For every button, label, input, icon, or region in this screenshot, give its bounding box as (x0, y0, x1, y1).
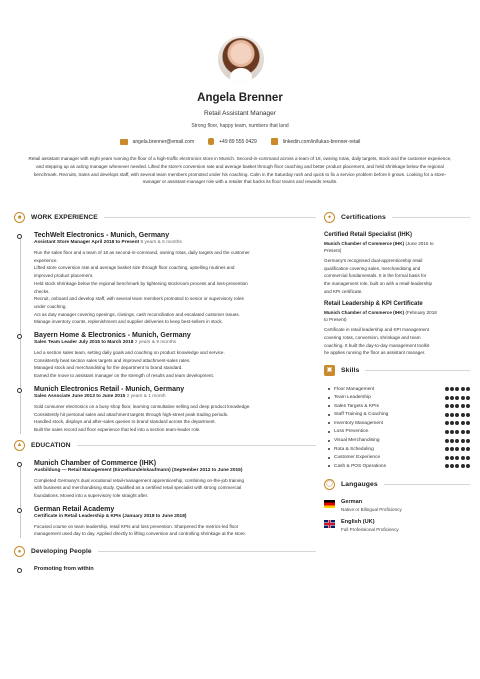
certification-issuer-line (324, 241, 470, 254)
language-text (341, 519, 399, 532)
languages-list (324, 499, 470, 532)
language-level: Native or Bilingual Proficiency (341, 506, 402, 512)
uk-flag-icon (324, 520, 335, 528)
timeline-dot (17, 388, 22, 393)
job-detail-line: Lifted store conversion rate and average basket size through floor coaching, upselling routines and (34, 265, 235, 271)
job-detail-line: Handled stock, displays and after-sales queries to brand standard across the department. (34, 419, 216, 425)
rating-dot (466, 413, 470, 417)
job-duration: 2 years & 9 months (134, 340, 177, 346)
skill-name-text: Cash & POS Operations (334, 463, 386, 469)
timeline-dot (17, 334, 22, 339)
job-detail-line: checks. (34, 288, 50, 294)
bullet-icon (328, 448, 330, 450)
skill-label (328, 447, 374, 452)
job-detail-line: Act as duty manager covering openings, closings, cash reconciliation and escalated customer issues. (34, 311, 240, 317)
skill-item (324, 436, 470, 445)
rating-dot (450, 413, 454, 417)
section-divider (104, 217, 316, 218)
job-detail-line: Built the sales record and floor experience that led into a section team-leader role. (34, 426, 201, 432)
skill-rating (445, 464, 470, 468)
rating-dot (455, 439, 459, 443)
skill-rating (445, 439, 470, 443)
rating-dot (450, 439, 454, 443)
certification-dates: (February 2018 (405, 310, 437, 316)
rating-dot (455, 430, 459, 434)
job-detail-line: Sold consumer electronics on a busy shop floor, learning consultative selling and deep product knowledge. (34, 403, 251, 409)
skill-label (328, 387, 374, 392)
bullet-icon (328, 414, 330, 416)
skill-rating (445, 396, 470, 400)
section-divider (365, 370, 470, 371)
skill-label (328, 395, 371, 400)
certification-title: Retail Leadership & KPI Certificate (324, 301, 423, 308)
skill-label (328, 421, 383, 426)
certification-desc-line: he applies running the floor as assistant manager. (324, 350, 426, 356)
timeline-dot (17, 508, 22, 513)
rating-dot (461, 464, 465, 468)
section-divider (98, 551, 316, 552)
job-detail-line: Led a section sales team, setting daily goals and coaching on product knowledge and service. (34, 350, 225, 356)
contact-email-text: angela.brenner@email.com (132, 138, 195, 145)
graduation-cap-icon: ▲ (14, 440, 25, 451)
rating-dot (455, 447, 459, 451)
skill-item (324, 402, 470, 411)
job-role-line (34, 394, 316, 399)
rating-dot (466, 439, 470, 443)
candidate-tagline: Strong floor, happy team, numbers that land (191, 123, 289, 129)
bullet-icon (328, 405, 330, 407)
education-desc-line: Focused course on team leadership, retail KPIs and loss prevention. Sharpened the metrics-led floor (34, 523, 239, 529)
rating-dot (450, 421, 454, 425)
skill-item (324, 462, 470, 471)
skill-rating (445, 447, 470, 451)
skill-rating (445, 456, 470, 460)
education-entry (34, 460, 316, 500)
rating-dot (466, 447, 470, 451)
certification-desc-line: qualification covering sales, merchandising and (324, 265, 421, 271)
timeline-line (20, 464, 21, 539)
education-desc-line: Completed Germany's dual vocational retail-management apprenticeship, combining on-the-job training (34, 477, 245, 483)
certification-desc-line: and KPI certificate. (324, 288, 363, 294)
rating-dot (461, 456, 465, 460)
rating-dot (466, 464, 470, 468)
rating-dot (450, 456, 454, 460)
skill-label (328, 404, 379, 409)
rating-dot (466, 456, 470, 460)
skill-item (324, 411, 470, 420)
job-duration: 8 years & 5 months (140, 240, 182, 245)
skill-label (328, 429, 368, 434)
section-divider (384, 484, 470, 485)
job-detail-line: experience. (34, 257, 58, 263)
education-institution: Munich Chamber of Commerce (IHK) (34, 459, 157, 467)
experience-entry (34, 232, 316, 326)
education-desc-line: foundations. Moved into a supervisory role straight after. (34, 493, 149, 499)
bullet-icon (328, 388, 330, 390)
rating-dot (450, 464, 454, 468)
job-company: Bayern Home & Electronics - Munich, Germany (34, 332, 191, 340)
skill-item (324, 453, 470, 462)
education-detail-line (34, 468, 316, 473)
contact-email[interactable] (120, 138, 195, 145)
rating-dot (455, 404, 459, 408)
education-detail: Certificate in Retail Leadership & KPIs (January 2018 to June 2018) (34, 513, 187, 519)
skill-label (328, 464, 386, 469)
certification-desc-line: Certificate in retail leadership and KPI management (324, 327, 429, 333)
language-item (324, 519, 470, 532)
certification-issuer-line (324, 310, 470, 323)
rating-dot (445, 421, 449, 425)
skill-rating (445, 404, 470, 408)
certification-issuer: Munich Chamber of Commerce (IHK) (324, 310, 405, 316)
rating-dot (450, 387, 454, 391)
rating-dot (455, 396, 459, 400)
developing-entry (34, 566, 316, 572)
certification-desc-line: coaching. It built the day-to-day management toolkit (324, 342, 430, 348)
certification-dates-cont: Present) (324, 247, 342, 253)
skill-rating (445, 421, 470, 425)
rating-dot (466, 404, 470, 408)
skill-name-text: Team Leadership (334, 395, 371, 401)
skill-name-text: Floor Management (334, 386, 375, 392)
skill-rating (445, 387, 470, 391)
language-name: English (UK) (341, 518, 375, 525)
rating-dot (445, 387, 449, 391)
contact-bar (0, 138, 480, 145)
certification-desc-line: the management role, built on with a retail-leadership (324, 280, 433, 286)
timeline-dot (17, 462, 22, 467)
certification-desc-line: Germany's recognised dual-apprenticeship retail (324, 258, 423, 264)
job-detail-line: Consistently beat section sales targets and improved attachment-sales rates. (34, 357, 191, 363)
certification-desc-line: commercial fundamentals. It is the formal basis for (324, 273, 427, 279)
skill-item (324, 393, 470, 402)
skill-rating (445, 430, 470, 434)
education-detail: Ausbildung — Retail Management (Einzelhandelskaufmann) (September 2012 to June 2015) (34, 467, 243, 473)
job-company: TechWelt Electronics - Munich, Germany (34, 232, 170, 239)
bullet-icon (328, 457, 330, 459)
candidate-name: Angela Brenner (197, 92, 283, 104)
job-role-line (34, 340, 316, 345)
rating-dot (450, 396, 454, 400)
rating-dot (450, 447, 454, 451)
language-level: Full Professional Proficiency (341, 526, 399, 532)
rating-dot (445, 464, 449, 468)
section-divider (392, 217, 470, 218)
phone-icon (208, 138, 214, 145)
language-name: German (341, 498, 363, 505)
rating-dot (455, 387, 459, 391)
rating-dot (466, 387, 470, 391)
education-desc-line: management used day to day. Applied directly to lifting conversion and controlling shrinkage at the store. (34, 531, 247, 537)
experience-title: WORK EXPERIENCE (31, 214, 98, 221)
education-detail-line (34, 514, 316, 519)
certification-description (324, 257, 470, 295)
rating-dot (461, 430, 465, 434)
skills-list (324, 385, 470, 471)
people-icon: ● (14, 546, 25, 557)
certification-entry (324, 301, 470, 357)
job-duration: 2 years & 1 month (126, 393, 166, 399)
job-role-line (34, 240, 316, 245)
rating-dot (461, 447, 465, 451)
job-company: Munich Electronics Retail - Munich, Germany (34, 385, 185, 393)
linkedin-icon (271, 138, 278, 145)
certification-entry (324, 232, 470, 295)
toolbox-icon: ▣ (324, 365, 335, 376)
skill-name-text: Rota & Scheduling (334, 446, 374, 452)
profile-summary: Retail assistant manager with eight years running the floor of a high-traffic electronics store in Munich. Second-in-command across a team of 18, owning rotas, daily targets, stock and the customer experience, and stepping up as acting manager whenever needed. Lifted the store's conversion rate and average basket through floor coaching and better product placement, and held shrinkage below the regional benchmark. Recruits, trains and develops staff, with several team members promoted under his coaching. Calm in the Saturday rush and quick to fix a service problem before it grows. Looking for a store-manager or assistant-manager role with a retailer that backs its floor teams and rewards results. (28, 156, 452, 185)
skill-name-text: Staff Training & Coaching (334, 412, 389, 418)
bullet-icon (328, 465, 330, 467)
rating-dot (445, 430, 449, 434)
certification-desc-line: covering rotas, conversion, shrinkage and team (324, 334, 421, 340)
profile-photo (218, 36, 264, 82)
education-institution: German Retail Academy (34, 505, 115, 513)
right-column (324, 212, 470, 539)
certification-title: Certified Retail Specialist (IHK) (324, 232, 413, 238)
skill-name-text: Customer Experience (334, 455, 381, 461)
skill-item (324, 445, 470, 454)
certification-description (324, 326, 470, 356)
language-text (341, 499, 402, 512)
bullet-icon (328, 440, 330, 442)
rating-dot (466, 430, 470, 434)
developing-timeline (14, 566, 316, 572)
rating-dot (450, 430, 454, 434)
skill-rating (445, 413, 470, 417)
certifications-title: Certifications (341, 214, 386, 221)
job-detail-line: Earned the move to assistant manager on the strength of results and team development. (34, 373, 215, 379)
job-role: Sales Associate June 2013 to June 2015 (34, 393, 126, 399)
bullet-icon (328, 397, 330, 399)
skill-name-text: Inventory Management (334, 420, 384, 426)
skills-heading (324, 365, 470, 376)
rating-dot (455, 421, 459, 425)
contact-linkedin-text: linkedin.com/in/lukas-brenner-retail (282, 138, 361, 145)
rating-dot (445, 404, 449, 408)
globe-icon: ◯ (324, 479, 335, 490)
experience-entry (34, 332, 316, 380)
languages-heading (324, 479, 470, 490)
rating-dot (461, 387, 465, 391)
job-detail-line: Manage inventory counts, replenishment and supplier deliveries to keep best-sellers in stock. (34, 319, 223, 325)
rating-dot (445, 396, 449, 400)
skill-item (324, 385, 470, 394)
skill-item (324, 419, 470, 428)
certifications-list (324, 232, 470, 357)
skill-item (324, 428, 470, 437)
languages-title: Langauges (341, 480, 378, 488)
job-detail-line: improved product placement. (34, 273, 94, 279)
education-timeline (14, 460, 316, 539)
job-role: Assistant Store Manager April 2018 to Present (34, 240, 140, 245)
experience-entry (34, 386, 316, 434)
job-detail-line: under coaching. (34, 303, 67, 309)
education-heading (14, 440, 316, 451)
certification-dates-cont: to Present) (324, 316, 347, 322)
timeline-dot (17, 568, 22, 573)
job-detail-line: Run the sales floor and a team of 18 as second-in-command, owning rotas, daily targets and the customer (34, 250, 250, 255)
skill-name-text: Sales Targets & KPIs (334, 403, 379, 409)
envelope-icon (120, 139, 128, 145)
rating-dot (455, 456, 459, 460)
experience-timeline (14, 232, 316, 434)
skill-label (328, 412, 388, 417)
job-detail-line: Held stock shrinkage below the regional benchmark by tightening stockroom process and loss-prevention (34, 280, 248, 286)
education-entry (34, 506, 316, 538)
job-detail-line: Recruit, onboard and develop staff, with several team members promoted to senior or supervisory roles (34, 296, 244, 302)
skill-label (328, 455, 380, 460)
bullet-icon (328, 422, 330, 424)
rating-dot (445, 439, 449, 443)
certifications-heading (324, 212, 470, 223)
rating-dot (455, 464, 459, 468)
german-flag-icon (324, 500, 335, 508)
job-detail-line: Managed stock and merchandising for the department to brand standard. (34, 365, 183, 371)
certification-issuer: Munich Chamber of Commerce (IHK) (324, 241, 405, 246)
developing-item-title: Promoting from within (34, 566, 94, 573)
certification-dates: (June 2015 to (405, 241, 434, 246)
education-desc-line: with business and merchandising study. Qualified as a certified retail specialist with strong commercial (34, 485, 242, 491)
rating-dot (466, 421, 470, 425)
developing-heading (14, 546, 316, 557)
rating-dot (461, 404, 465, 408)
candidate-title: Retail Assistant Manager (204, 110, 276, 117)
contact-phone-text: +49 89 555 0429 (219, 138, 257, 145)
skill-name-text: Loss Prevention (334, 429, 369, 435)
contact-linkedin[interactable] (271, 138, 361, 145)
left-column (14, 212, 316, 578)
rating-dot (461, 421, 465, 425)
rating-dot (461, 439, 465, 443)
rating-dot (461, 396, 465, 400)
bullet-icon (328, 431, 330, 433)
developing-title: Developing People (31, 548, 92, 556)
language-item (324, 499, 470, 512)
briefcase-icon: ■ (14, 212, 25, 223)
skill-label (328, 438, 380, 443)
experience-heading (14, 212, 316, 223)
contact-phone[interactable] (208, 138, 257, 145)
rating-dot (445, 456, 449, 460)
rating-dot (466, 396, 470, 400)
skills-title: Skills (341, 366, 360, 374)
job-role: Sales Team Leader July 2015 to March 2018 (34, 340, 134, 346)
job-detail-line: Consistently hit personal sales and attachment targets through high-street peak trading periods. (34, 411, 229, 417)
rating-dot (455, 413, 459, 417)
education-title: EDUCATION (31, 441, 71, 449)
certificate-icon: ✦ (324, 212, 335, 223)
timeline-dot (17, 234, 22, 239)
skill-name-text: Visual Merchandising (334, 438, 380, 444)
rating-dot (445, 447, 449, 451)
rating-dot (445, 413, 449, 417)
rating-dot (461, 413, 465, 417)
section-divider (77, 445, 316, 446)
rating-dot (450, 404, 454, 408)
